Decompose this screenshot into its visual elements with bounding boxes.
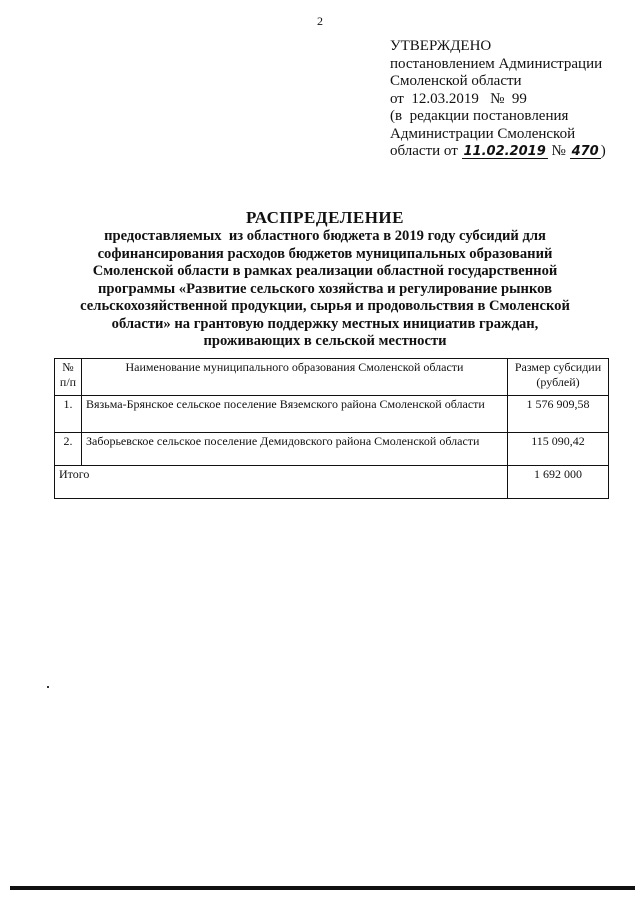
subtitle-line: сельскохозяйственной продукции, сырья и продовольствия в Смоленской (80, 298, 570, 314)
subtitle-line: предоставляемых из областного бюджета в 2019 году субсидий для (104, 228, 546, 244)
document-title-block (60, 208, 590, 351)
table-header-row (55, 359, 609, 396)
row-amount: 115 090,42 (508, 433, 609, 466)
scan-speck (47, 686, 49, 688)
table-row (55, 396, 609, 433)
subtitle-line: проживающих в сельской местности (203, 333, 447, 349)
approval-line: (в редакции постановления (390, 108, 569, 124)
row-number: 2. (55, 433, 82, 466)
row-amount: 1 576 909,58 (508, 396, 609, 433)
document-subtitle (60, 228, 590, 351)
table-row (55, 433, 609, 466)
approval-line: Смоленской области (390, 73, 522, 89)
amendment-suffix: ) (600, 143, 606, 159)
handwritten-number: 470 (571, 144, 599, 159)
subsidy-table (54, 358, 609, 499)
column-header-amount: Размер субсидии (рублей) (508, 359, 609, 396)
column-header-name: Наименование муниципального образования Смоленской области (82, 359, 508, 396)
approval-heading: УТВЕРЖДЕНО (390, 38, 492, 54)
total-amount: 1 692 000 (508, 466, 609, 499)
row-municipality: Вязьма-Брянское сельское поселение Вяземского района Смоленской области (82, 396, 508, 433)
row-municipality: Заборьевское сельское поселение Демидовского района Смоленской области (82, 433, 508, 466)
approval-line: постановлением Администрации (390, 55, 603, 72)
subtitle-line: области» на грантовую поддержку местных инициатив граждан, (111, 315, 539, 332)
approval-stamp (390, 38, 630, 161)
column-header-number: № п/п (55, 359, 82, 396)
handwritten-date: 11.02.2019 (463, 144, 546, 159)
approval-line: Администрации Смоленской (390, 125, 576, 142)
subtitle-line: софинансирования расходов бюджетов муниципальных образований (97, 245, 553, 262)
row-number: 1. (55, 396, 82, 433)
subtitle-line: Смоленской области в рамках реализации областной государственной (92, 263, 558, 279)
subtitle-line: программы «Развитие сельского хозяйства и регулирование рынков (98, 280, 552, 297)
document-title: РАСПРЕДЕЛЕНИЕ (246, 208, 404, 227)
total-label: Итого (55, 466, 508, 499)
amendment-prefix: области от (390, 143, 458, 159)
table-total-row (55, 466, 609, 499)
approval-date-line: от 12.03.2019 № 99 (390, 90, 527, 107)
amendment-line (390, 143, 630, 161)
page-number: 2 (317, 14, 323, 28)
number-sign: № (551, 143, 566, 159)
page-bottom-rule (10, 886, 635, 890)
